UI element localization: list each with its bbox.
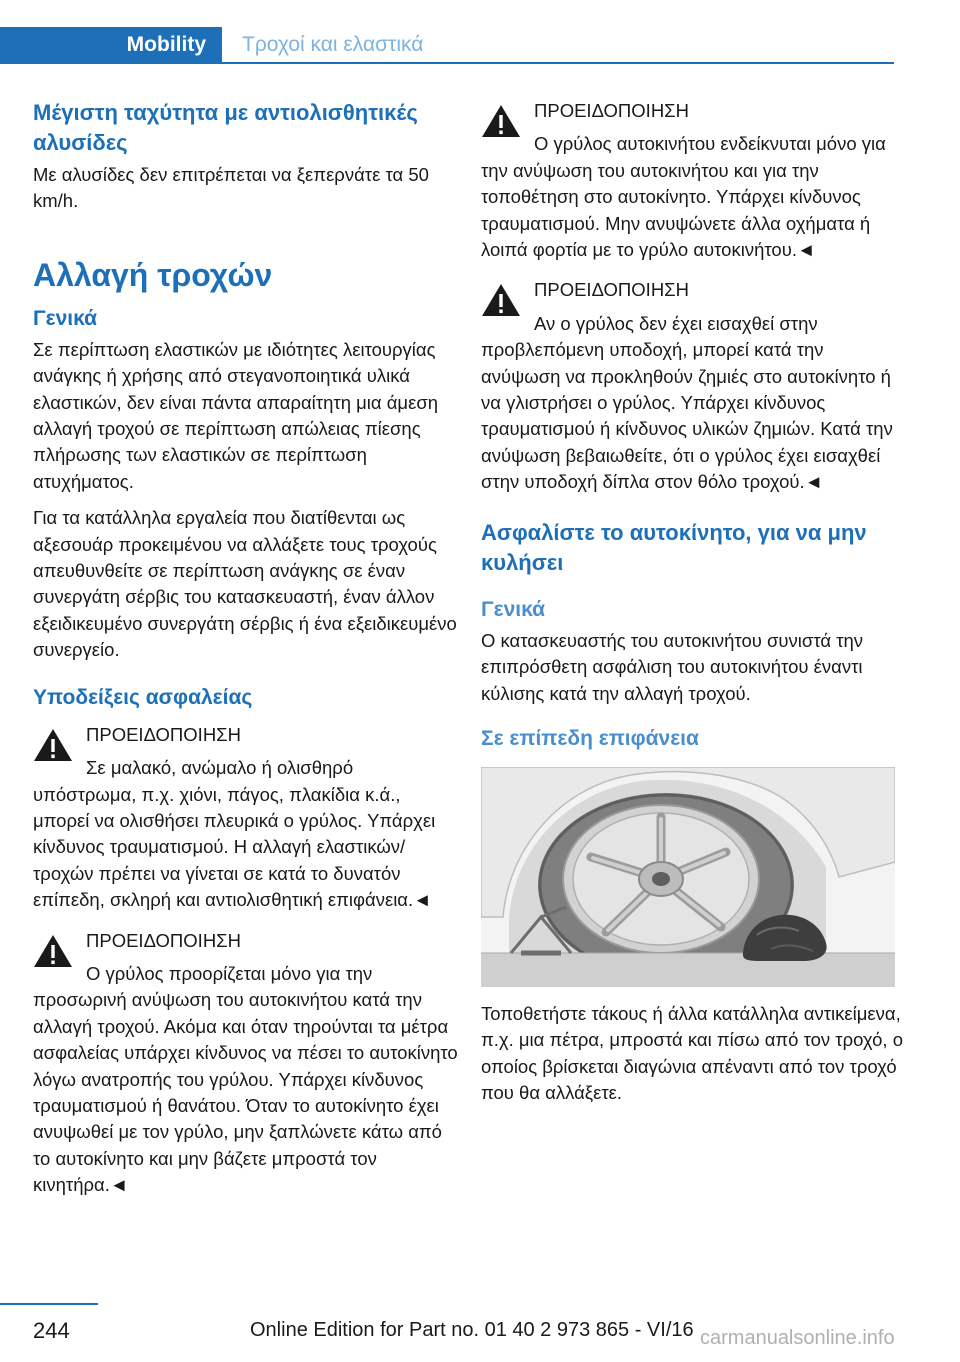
secure-general-text: Ο κατασκευαστής του αυτοκινήτου συνιστά την επιπρόσθετη ασφάλιση του αυτοκινήτου έναντι κύλισης κατά την αλλαγή τροχού. [481,629,864,704]
chapter-tab: Τροχοί και ελαστικά [242,32,424,56]
warning-triangle-icon [33,934,73,968]
level-surface-heading: Σε επίπεδη επιφάνεια [481,726,699,750]
wheel-with-jack-and-stone-image [481,767,895,987]
warning-title: ΠΡΟΕΙΔΟΠΟΙΗΣΗ [534,279,689,301]
secure-vehicle-heading: Ασφαλίστε το αυτοκίνητο, για να μην κυλήσει [481,519,867,575]
page-number: 244 [33,1318,70,1343]
left-column [33,98,458,1199]
right-column [481,98,906,1107]
chains-speed-heading: Μέγιστη ταχύτητα με αντιολισθητικές αλυσίδες [33,100,418,155]
edition-note: Online Edition for Part no. 01 40 2 973 865 - VI/16 [250,1319,694,1341]
wheel-chock-illustration [481,767,895,987]
section-tab-mobility: Mobility [0,27,222,62]
safety-notes-heading: Υποδείξεις ασφαλείας [33,685,253,709]
warning-text: Σε μαλακό, ανώμαλο ή ολισθηρό υπόστρωμα, π.χ. χιόνι, πάγος, πλακίδια κ.ά., μπορεί να ολισθήσει πλευρικά ο γρύλος. Υπάρχει κίνδυνος τραυματισμού. Η αλλαγή ελαστικών/τροχών πρέπει να γίνεται σε κατά το δυνατόν επίπεδη, σκληρή και αντιολισθητική επιφάνεια.◄ [33,757,436,911]
footer-divider [0,1303,98,1305]
warning-triangle-icon [481,104,521,138]
warning-triangle-icon [33,728,73,762]
warning-triangle-icon [481,283,521,317]
warning-title: ΠΡΟΕΙΔΟΠΟΙΗΣΗ [534,100,689,121]
warning-block-jack-use [481,98,906,263]
general-heading: Γενικά [33,306,98,330]
warning-text: Αν ο γρύλος δεν έχει εισαχθεί στην προβλεπόμενη υποδοχή, μπορεί κατά την ανύψωση να προκληθούν ζημιές στο αυτοκίνητο ή να γλιστρήσει ο γρύλος. Υπάρχει κίνδυνος τραυματισμού ή κίνδυνος υλικών ζημιών. Κατά την ανύψωση βεβαιωθείτε, ότι ο γρύλος έχει εισαχθεί στην υποδοχή δίπλα στον θόλο τροχού.◄ [481,312,893,493]
general-paragraph-2: Για τα κατάλληλα εργαλεία που διατίθενται ως αξεσουάρ προκειμένου να αλλάξετε τους τροχούς απευθυνθείτε σε περίπτωση ανάγκης σε έναν συνεργάτη σέρβις του κατασκευαστή, έναν άλλον εξειδικευμένο συνεργάτη σέρβις ή ένα εξειδικευμένο συνεργείο. [33,507,457,661]
wheel-change-heading: Αλλαγή τροχών [33,256,273,293]
general-paragraph-1: Σε περίπτωση ελαστικών με ιδιότητες λειτουργίας ανάγκης ή χρήσης από στεγανοποιητικά υλικά ελαστικών, δεν είναι πάντα απαραίτητη μια άμεση αλλαγή τροχού σε περίπτωση απώλειας πίεσης πλήρωσης των ελαστικών σε περίπτωση ατυχήματος. [33,338,439,492]
warning-title: ΠΡΟΕΙΔΟΠΟΙΗΣΗ [86,723,241,745]
warning-title: ΠΡΟΕΙΔΟΠΟΙΗΣΗ [86,929,241,951]
warning-block-slippery [33,722,458,914]
header-divider [0,62,894,64]
warning-text: Ο γρύλος αυτοκινήτου ενδείκνυται μόνο για την ανύψωση του αυτοκινήτου και για την τοποθέτηση στο αυτοκίνητο. Υπάρχει κίνδυνος τραυματισμού. Μην ανυψώνετε άλλα οχήματα ή λοιπά φορτία με το γρύλο αυτοκινήτου.◄ [481,133,886,261]
warning-block-jack-socket [481,277,906,495]
level-surface-text: Τοποθετήστε τάκους ή άλλα κατάλληλα αντικείμενα, π.χ. μια πέτρα, μπροστά και πίσω από τον τροχό, ο οποίος βρίσκεται διαγώνια απέναντι από τον τροχό που θα αλλάξετε. [481,1002,904,1104]
warning-text: Ο γρύλος προορίζεται μόνο για την προσωρινή ανύψωση του αυτοκινήτου κατά την αλλαγή τροχού. Ακόμα και όταν τηρούνται τα μέτρα ασφαλείας υπάρχει κίνδυνος να πέσει το αυτοκίνητο λόγω ανατροπής του γρύλου. Υπάρχει κίνδυνος τραυματισμού ή θανάτου. Όταν το αυτοκίνητο έχει ανυψωθεί με τον γρύλο, μην ξαπλώνετε κάτω από το αυτοκίνητο και μην βάζετε μπροστά τον κινητήρα.◄ [33,962,458,1196]
watermark-text: carmanualsonline.info [700,1327,895,1349]
page-header [0,0,960,62]
chains-speed-text: Με αλυσίδες δεν επιτρέπεται να ξεπερνάτε τα 50 km/h. [33,164,429,212]
secure-general-heading: Γενικά [481,597,546,621]
warning-block-jack-temporary [33,928,458,1199]
